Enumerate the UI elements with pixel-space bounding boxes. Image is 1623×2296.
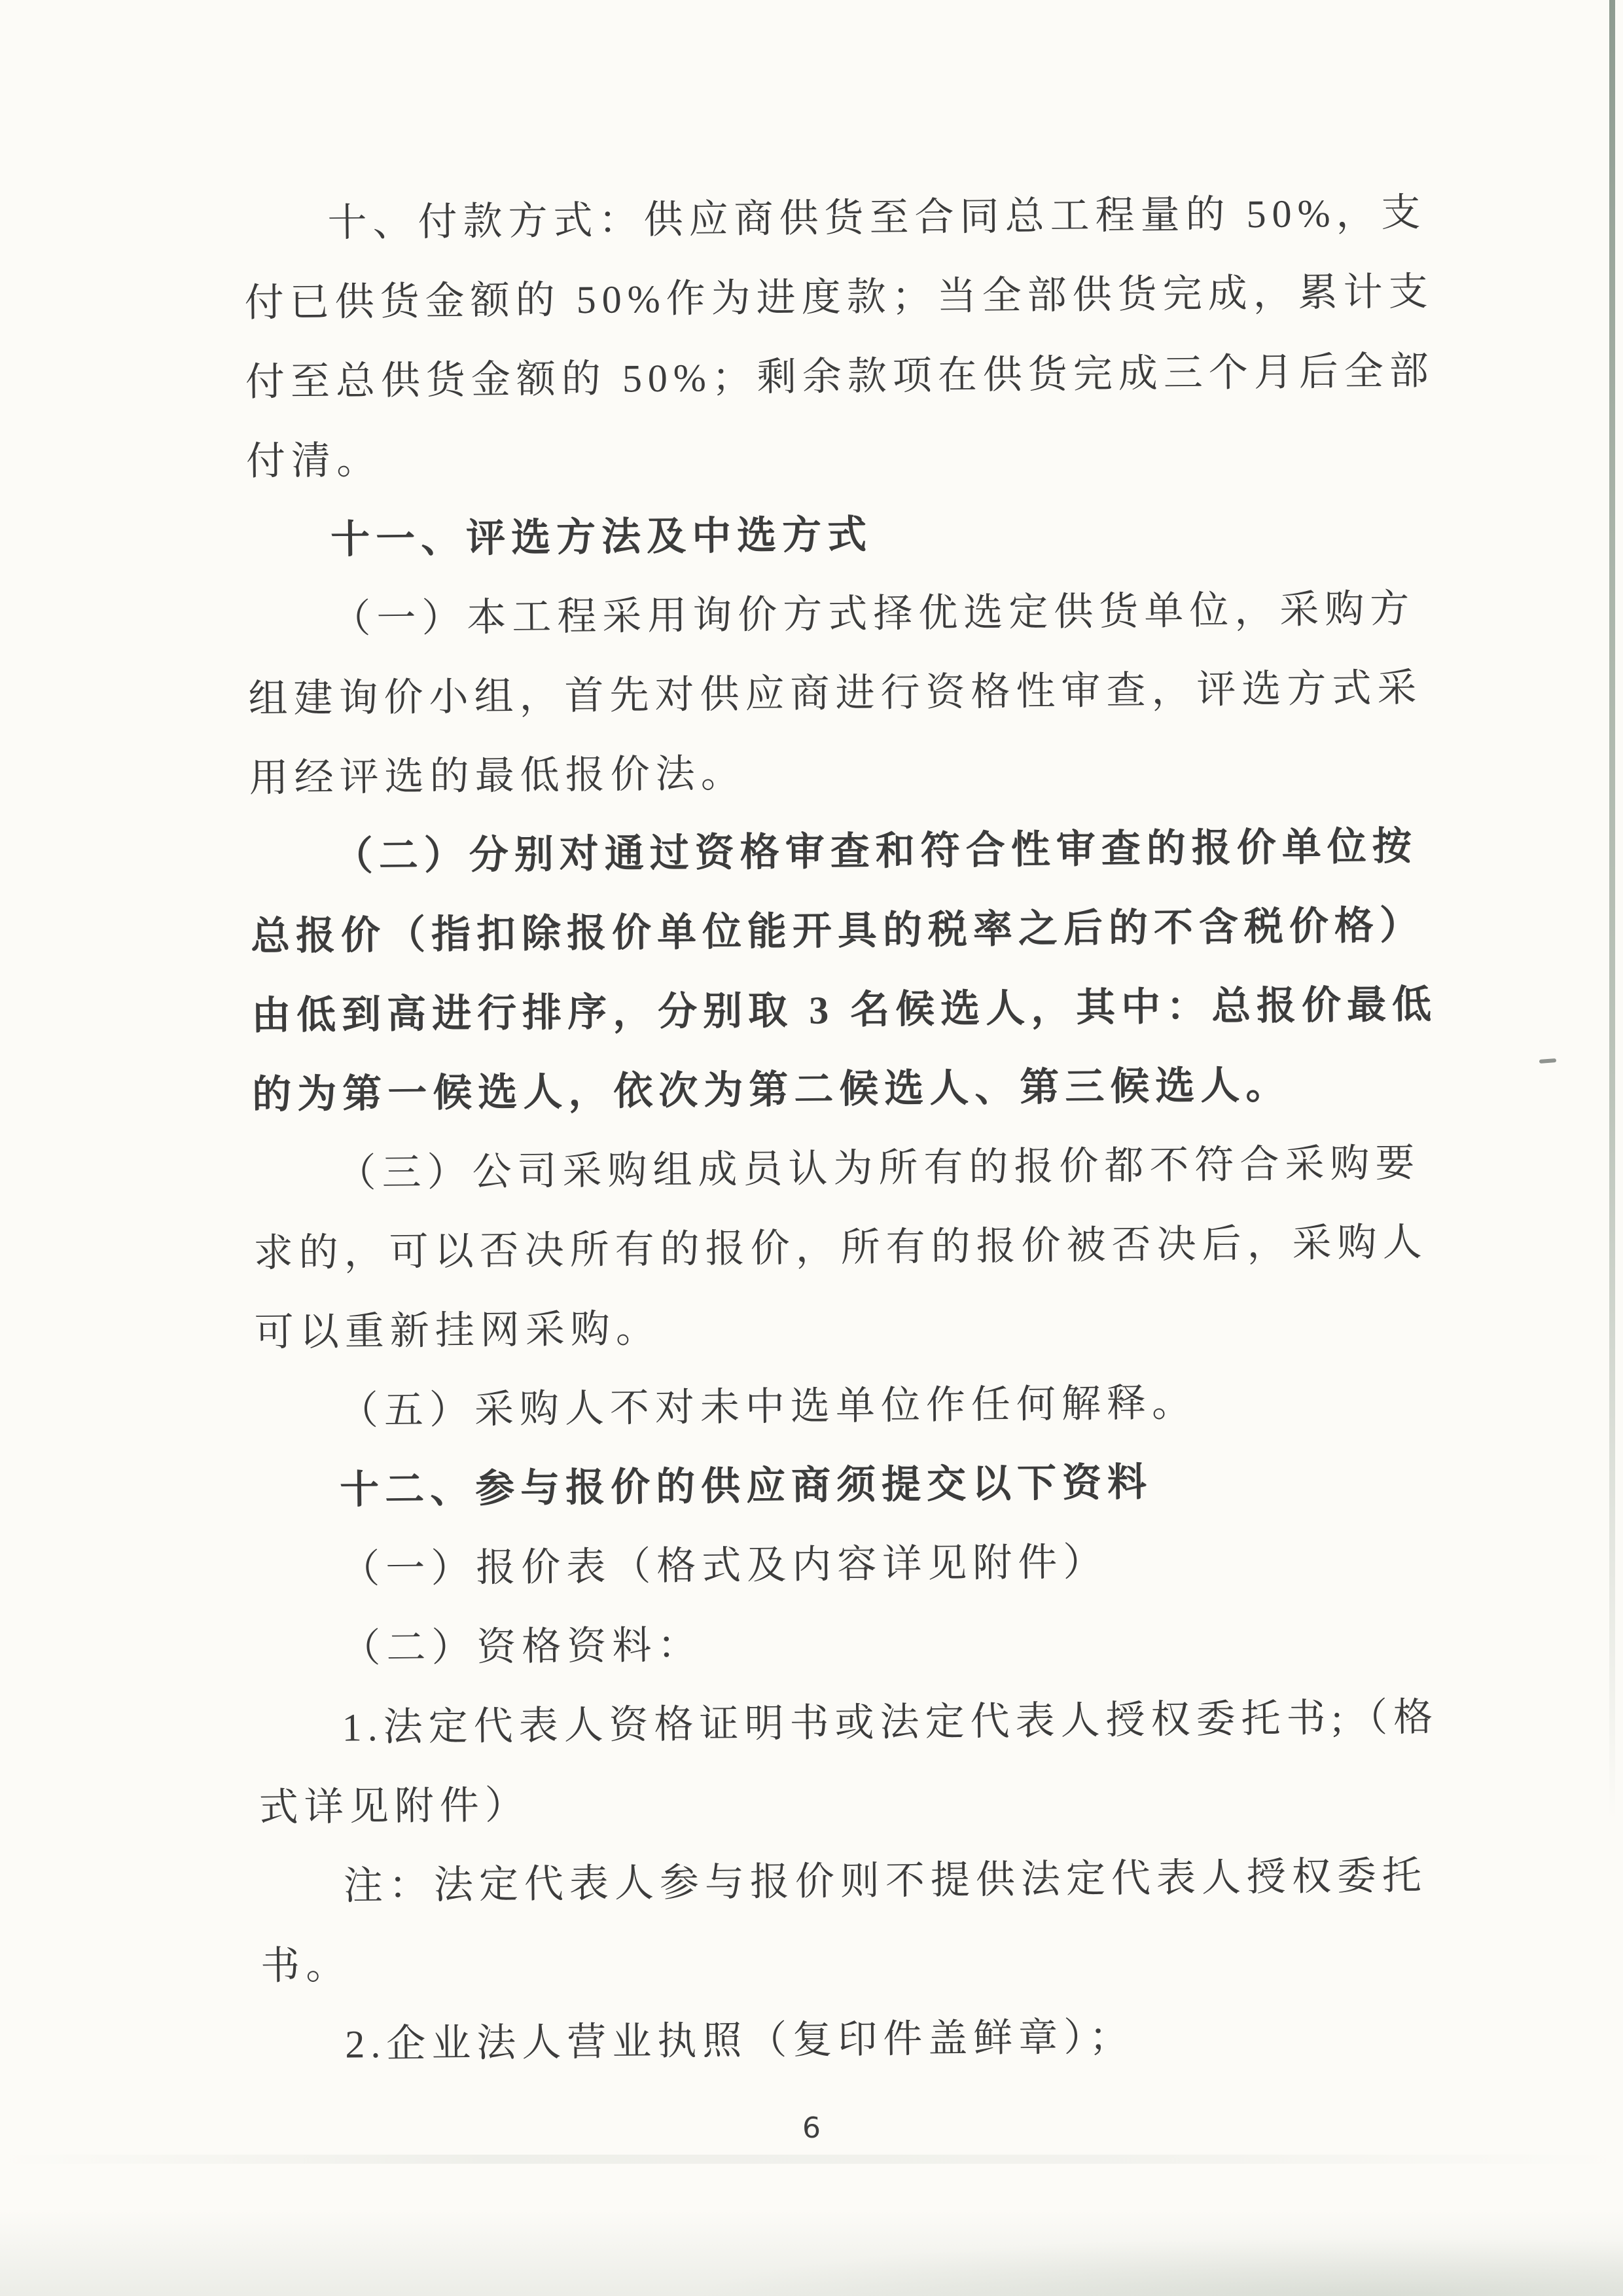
scan-artifact-dash [1539,1058,1556,1064]
text-line: （二）分别对通过资格审查和符合性审查的报价单位按 [333,824,1418,878]
text-line: （五）采购人不对未中选单位作任何解释。 [338,1381,1198,1433]
text-line: 的为第一候选人，依次为第二候选人、第三候选人。 [252,1063,1291,1117]
text-line: 求的，可以否决所有的报价，所有的报价被否决后，采购人 [253,1220,1428,1275]
text-line: 总报价（指扣除报价单位能开具的税率之后的不含税价格） [250,903,1425,958]
text-line: 十、付款方式：供应商供货至合同总工程量的 50%，支 [327,190,1427,245]
text-line: 十二、参与报价的供应商须提交以下资料 [339,1460,1153,1512]
text-line: 十一、评选方法及中选方式 [330,512,873,562]
scan-streak [0,2155,1623,2164]
text-line: 付至总供货金额的 50%；剩余款项在供货完成三个月后全部 [245,349,1435,404]
page-number: 6 [802,2111,821,2145]
text-line: 组建询价小组，首先对供应商进行资格性审查，评选方式采 [248,666,1423,721]
text-line: （二）资格资料： [341,1623,703,1670]
text-line: 可以重新挂网采购。 [254,1306,662,1354]
text-line: 付清。 [245,438,382,483]
document-body [243,173,1439,2085]
scan-edge-line [1609,0,1615,1820]
text-line: （三）公司采购组成员认为所有的报价都不符合采购要 [336,1141,1421,1195]
text-line: 1.法定代表人资格证明书或法定代表人授权委托书;（格 [342,1695,1439,1749]
text-line: （一）本工程采用询价方式择优选定供货单位，采购方 [331,586,1416,641]
scan-bottom-band [0,2211,1623,2296]
text-line: 书。 [260,1943,351,1988]
text-line: 2.企业法人营业执照（复印件盖鲜章）； [344,2015,1135,2066]
text-line: 付已供货金额的 50%作为进度款；当全部供货完成，累计支 [244,270,1434,325]
text-line: （一）报价表（格式及内容详见附件） [340,1540,1109,1591]
text-line: 式详见附件） [259,1783,531,1829]
text-line: 注：法定代表人参与报价则不提供法定代表人授权委托 [343,1854,1428,1908]
text-line: 由低到高进行排序，分别取 3 名候选人，其中：总报价最低 [251,982,1438,1037]
text-line: 用经评选的最低报价法。 [249,751,746,800]
